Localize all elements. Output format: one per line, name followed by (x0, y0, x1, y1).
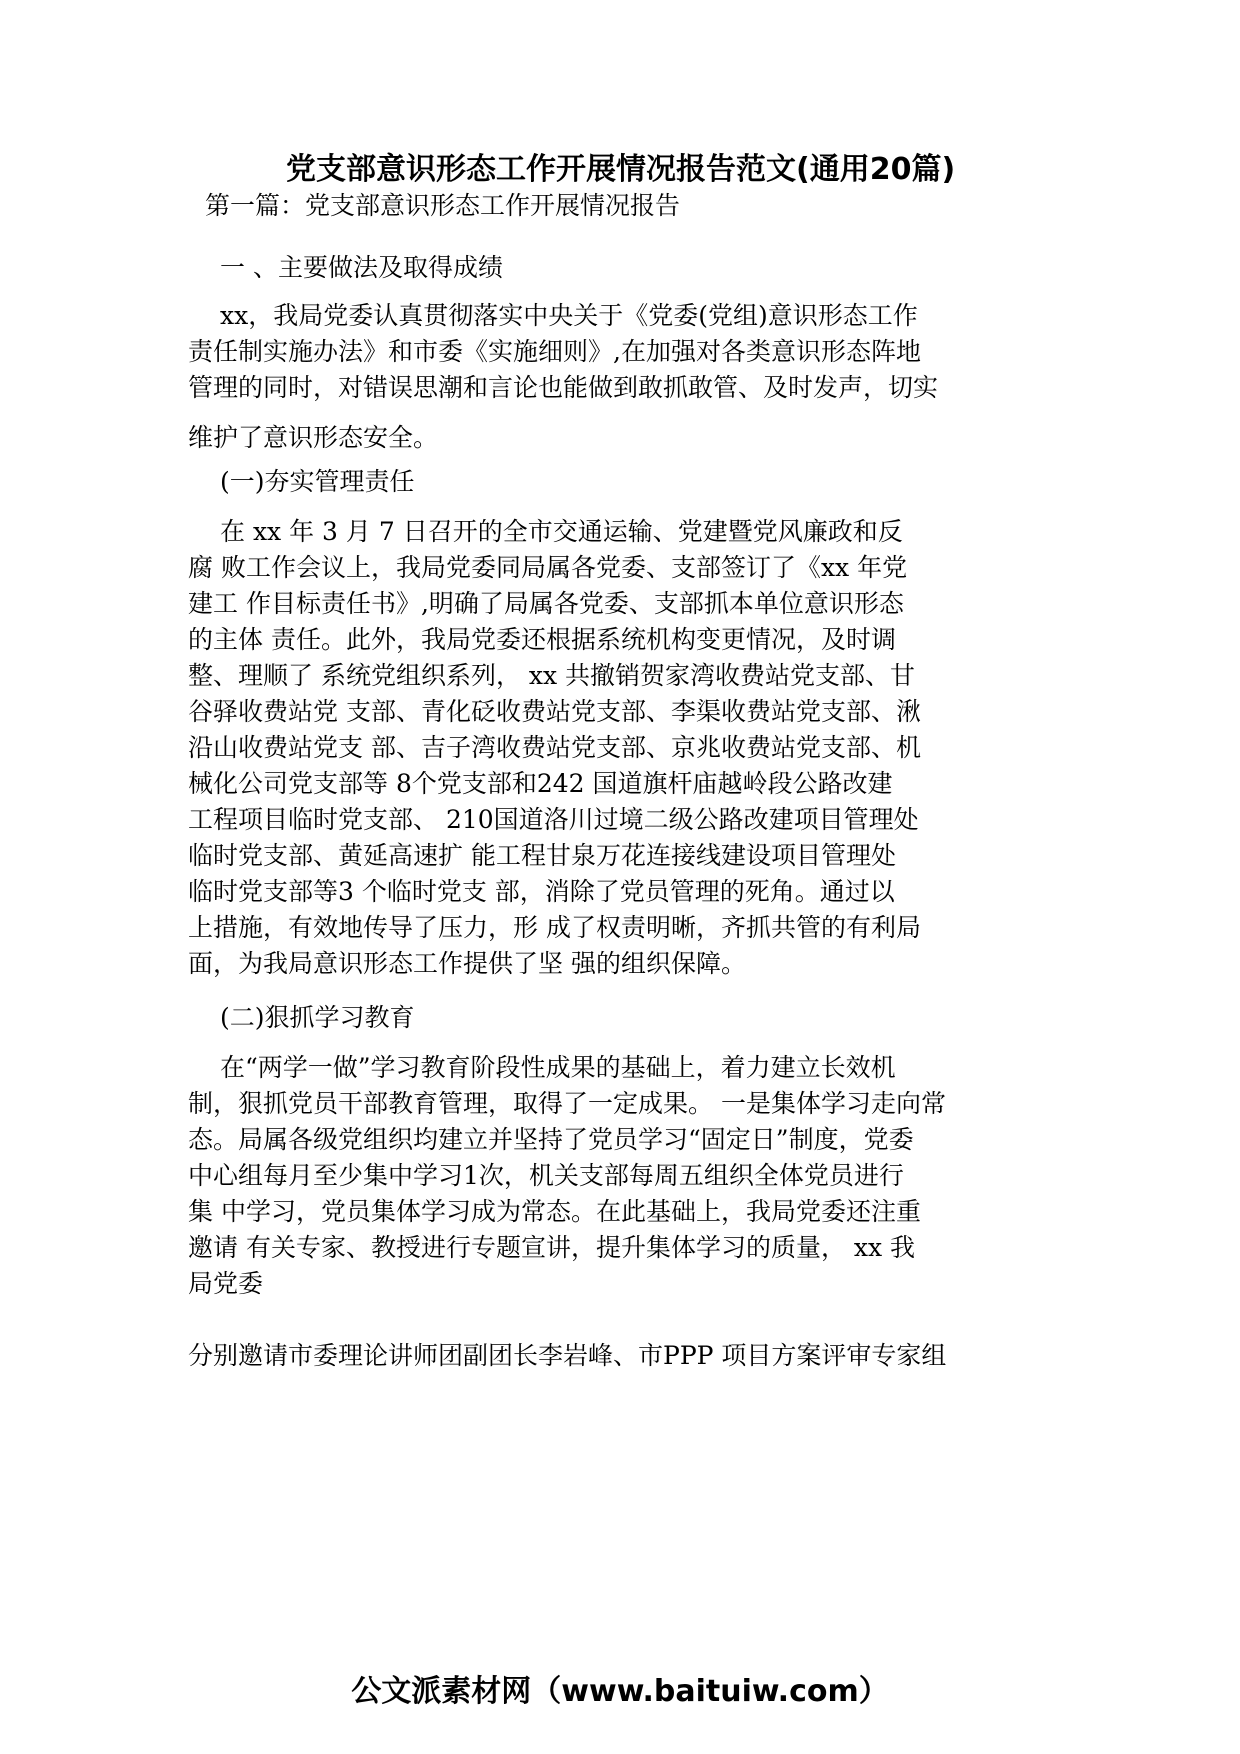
paragraph-line: 上措施，有效地传导了压力，形 成了权责明晰，齐抓共管的有利局 (188, 913, 921, 942)
paragraph-line: 责任制实施办法》和市委《实施细则》,在加强对各类意识形态阵地 (188, 337, 921, 366)
paragraph-line: 沿山收费站党支 部、吉子湾收费站党支部、京兆收费站党支部、机 (188, 733, 921, 762)
paragraph-line: 在 xx 年 3 月 7 日召开的全市交通运输、党建暨党风廉政和反 (220, 517, 903, 546)
document-title: 党支部意识形态工作开展情况报告范文(通用20篇) (286, 152, 956, 187)
footer-site-link[interactable]: 公文派素材网（www.baituiw.com） (351, 1674, 889, 1709)
paragraph-line: 管理的同时，对错误思潮和言论也能做到敢抓敢管、及时发声，切实 (188, 373, 939, 402)
paragraph-line: 在“两学一做”学习教育阶段性成果的基础上，着力建立长效机 (220, 1053, 896, 1082)
paragraph-line: 建工 作目标责任书》,明确了局属各党委、支部抓本单位意识形态 (188, 589, 904, 618)
paragraph-line: 械化公司党支部等 8个党支部和242 国道旗杆庙越岭段公路改建 (188, 769, 893, 798)
paragraph-line: 腐 败工作会议上，我局党委同局属各党委、支部签订了《xx 年党 (188, 553, 908, 582)
paragraph-line: 临时党支部、黄延高速扩 能工程甘泉万花连接线建设项目管理处 (188, 841, 896, 870)
subsection-heading: (一)夯实管理责任 (220, 467, 415, 496)
paragraph-line: 制，狠抓党员干部教育管理，取得了一定成果。 一是集体学习走向常 (188, 1089, 946, 1118)
paragraph-line: 的主体 责任。此外，我局党委还根据系统机构变更情况，及时调 (188, 625, 896, 654)
paragraph-line: 邀请 有关专家、教授进行专题宣讲，提升集体学习的质量， xx 我 (188, 1233, 916, 1262)
paragraph-line: 态。局属各级党组织均建立并坚持了党员学习“固定日”制度，党委 (188, 1125, 914, 1154)
paragraph-line: 工程项目临时党支部、 210国道洛川过境二级公路改建项目管理处 (188, 805, 919, 834)
subsection-heading: (二)狠抓学习教育 (220, 1003, 415, 1032)
paragraph-line: 局党委 (188, 1269, 264, 1298)
paragraph-line: 分别邀请市委理论讲师团副团长李岩峰、市PPP 项目方案评审专家组 (188, 1341, 947, 1370)
paragraph-line: 中心组每月至少集中学习1次，机关支部每周五组织全体党员进行 (188, 1161, 904, 1190)
section-heading: 一 、主要做法及取得成绩 (220, 253, 503, 282)
paragraph-line: 谷驿收费站党 支部、青化砭收费站党支部、李渠收费站党支部、湫 (188, 697, 921, 726)
paragraph-line: 面，为我局意识形态工作提供了坚 强的组织保障。 (188, 949, 746, 978)
paragraph-line: 维护了意识形态安全。 (188, 423, 439, 452)
paragraph-line: xx，我局党委认真贯彻落实中央关于《党委(党组)意识形态工作 (220, 301, 918, 330)
paragraph-line: 临时党支部等3 个临时党支 部，消除了党员管理的死角。通过以 (188, 877, 895, 906)
chapter-heading: 第一篇：党支部意识形态工作开展情况报告 (205, 191, 681, 220)
paragraph-line: 整、理顺了 系统党组织系列， xx 共撤销贺家湾收费站党支部、甘 (188, 661, 916, 690)
paragraph-line: 集 中学习，党员集体学习成为常态。在此基础上，我局党委还注重 (188, 1197, 921, 1226)
